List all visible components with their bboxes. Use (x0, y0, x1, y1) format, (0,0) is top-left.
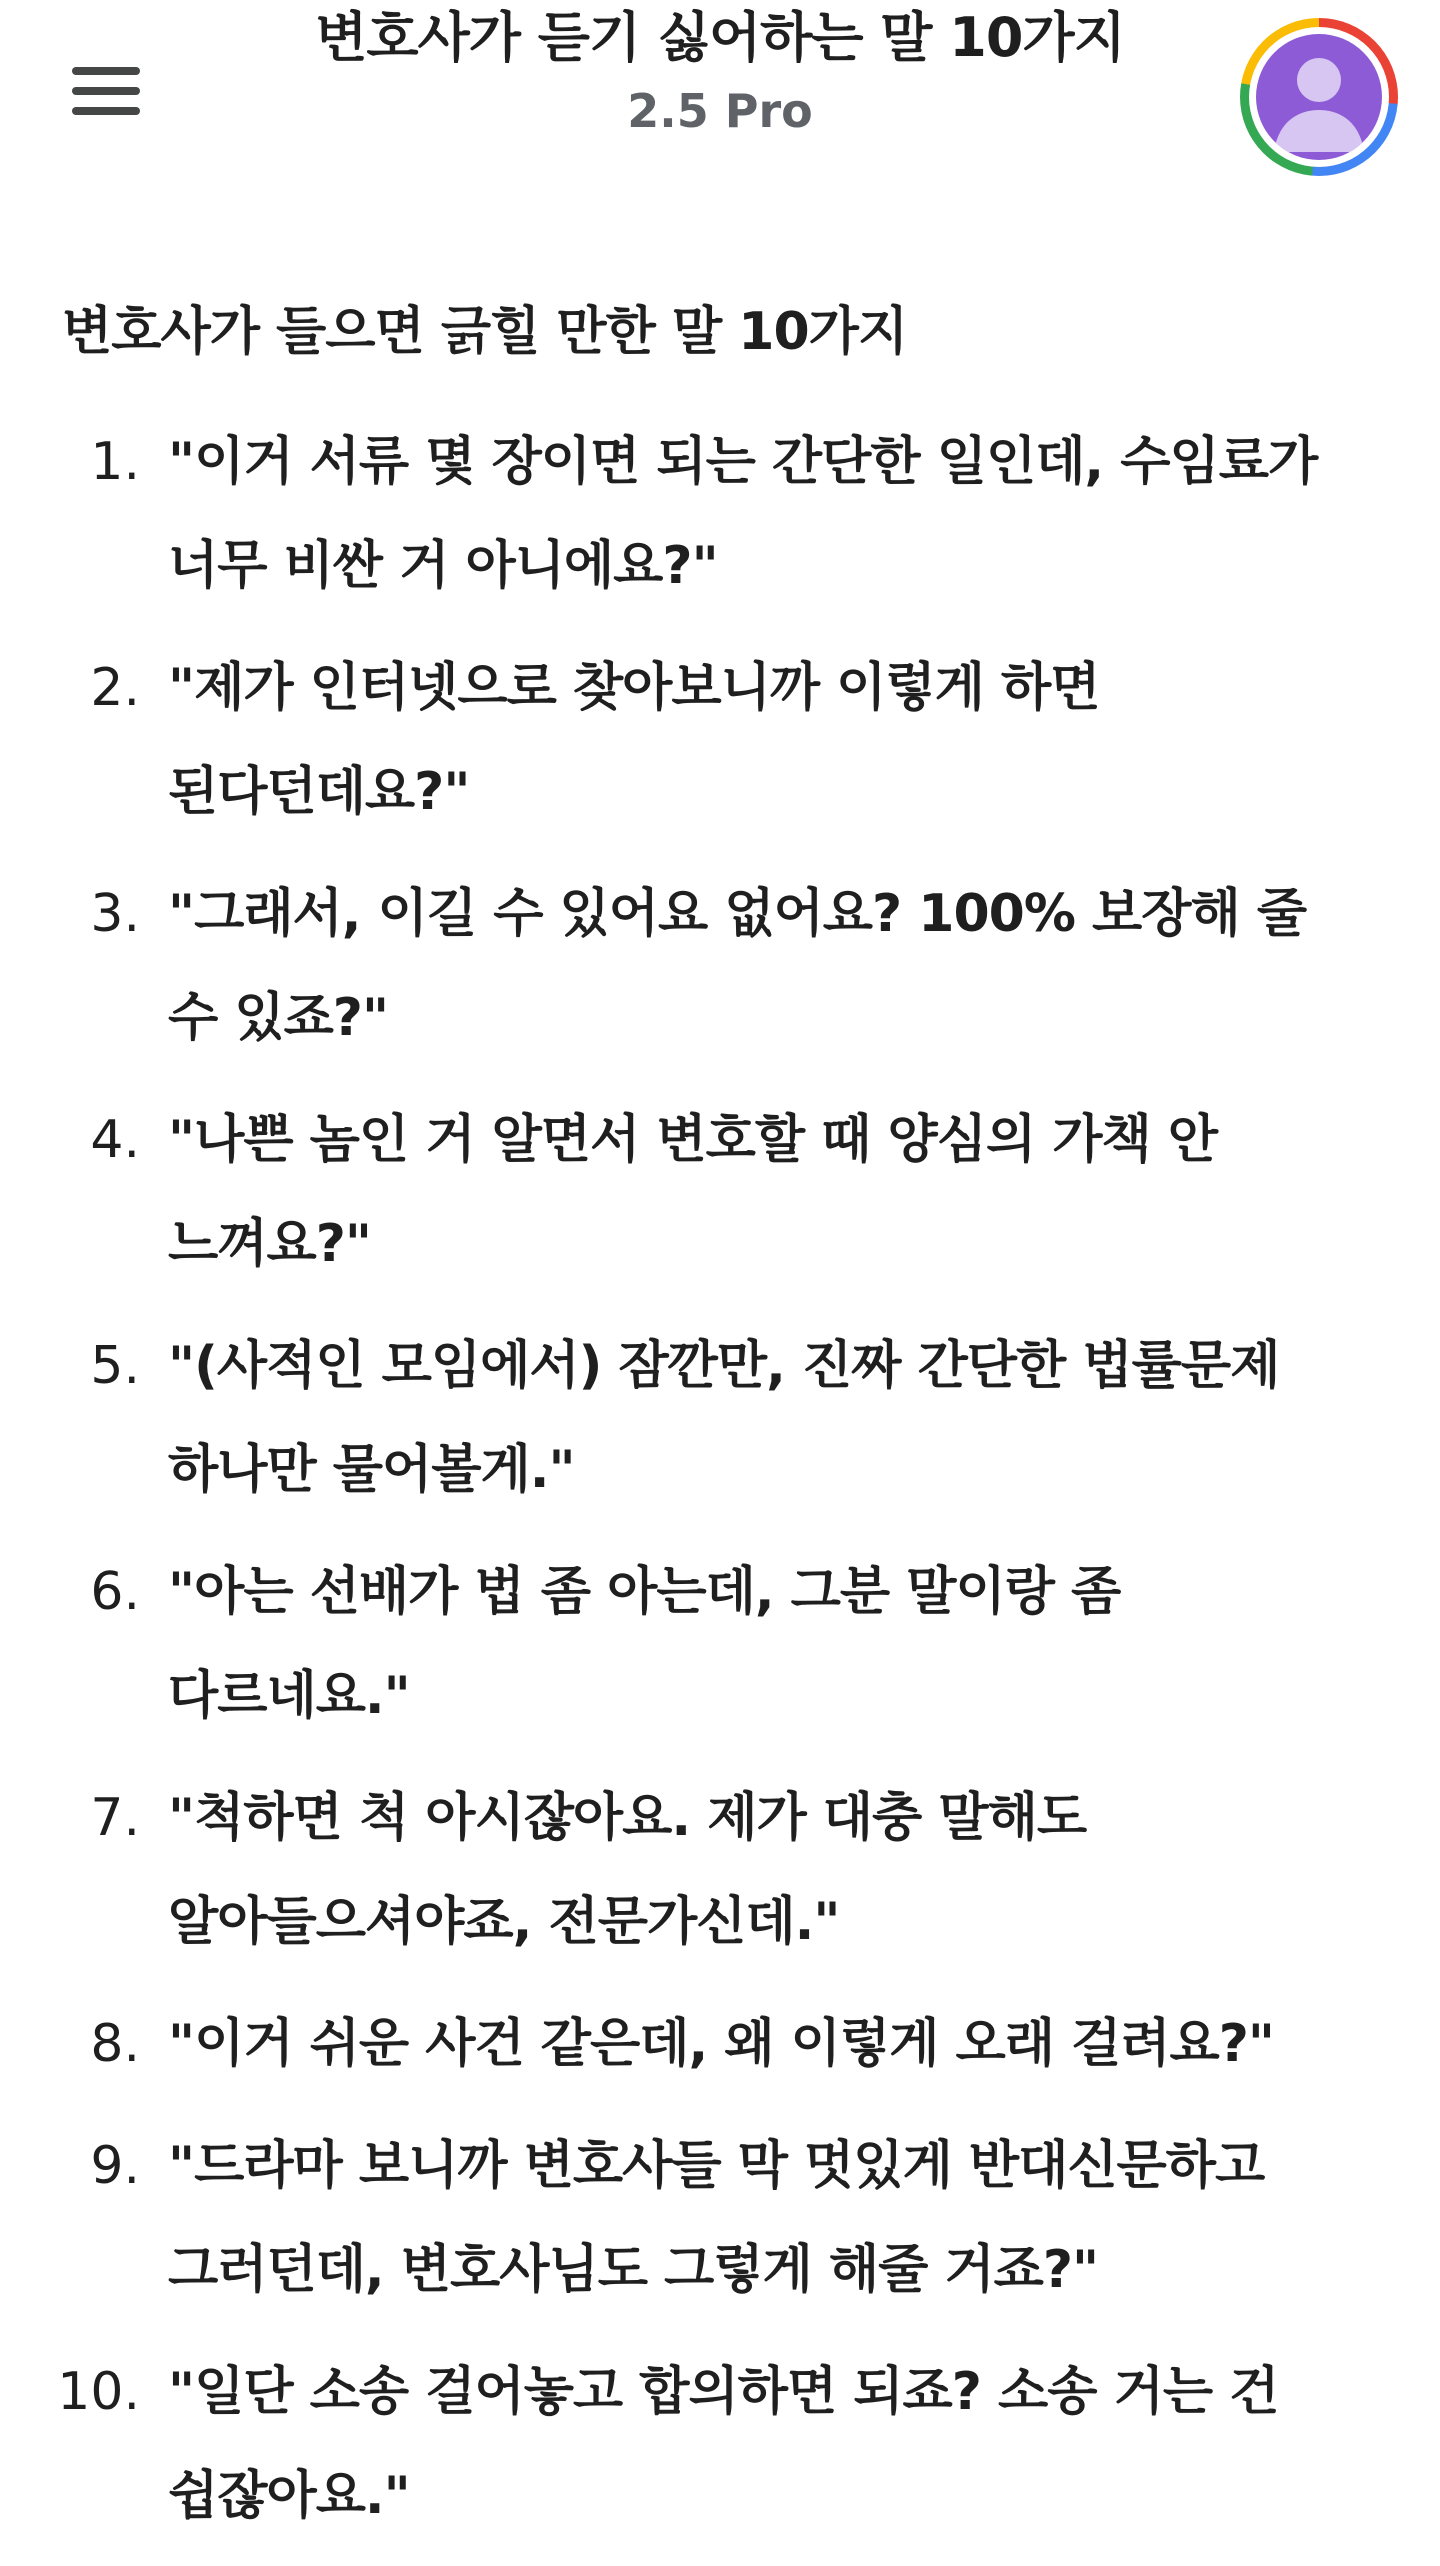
list-item-text: "이거 쉬운 사건 같은데, 왜 이렇게 오래 걸려요?" (168, 2014, 1275, 2074)
list-item-number: 2. (90, 658, 140, 718)
title-area (260, 0, 1180, 146)
list-item-number: 10. (57, 2362, 140, 2422)
list-item (0, 410, 1440, 636)
list-item-number: 8. (90, 2014, 140, 2074)
list-item-text: "드라마 보니까 변호사들 막 멋있게 반대신문하고 그러던데, 변호사님도 그렇게 해줄 거죠?" (168, 2136, 1265, 2300)
account-avatar-button[interactable] (1240, 18, 1398, 176)
list-item-text: "아는 선배가 법 좀 아는데, 그분 말이랑 좀 다르네요." (168, 1562, 1121, 1726)
model-selector[interactable]: 2.5 Pro (627, 84, 813, 138)
list-item (0, 2114, 1440, 2340)
list-item (0, 1088, 1440, 1314)
list-item (0, 2340, 1440, 2566)
list-item (0, 1766, 1440, 1992)
list-item-number: 7. (90, 1788, 140, 1848)
avatar-ring-gap (1249, 27, 1389, 167)
list-item (0, 862, 1440, 1088)
list-item-number: 5. (90, 1336, 140, 1396)
list-item (0, 1314, 1440, 1540)
list-item-text: "제가 인터넷으로 찾아보니까 이렇게 하면 된다던데요?" (168, 658, 1100, 822)
hamburger-menu-icon-bar (72, 107, 140, 115)
list-item (0, 1992, 1440, 2114)
list-item (0, 1540, 1440, 1766)
hamburger-menu-icon-bar (72, 87, 140, 95)
person-silhouette-icon (1256, 34, 1382, 160)
list-item-number: 4. (90, 1110, 140, 1170)
app-header (0, 0, 1440, 200)
list-item (0, 636, 1440, 862)
menu-button[interactable] (60, 55, 156, 135)
quote-list (0, 410, 1440, 2566)
hamburger-menu-icon (72, 67, 140, 75)
list-item-number: 9. (90, 2136, 140, 2196)
chat-title[interactable]: 변호사가 듣기 싫어하는 말 10가지 (315, 6, 1125, 69)
list-item-text: "그래서, 이길 수 있어요 없어요? 100% 보장해 줄 수 있죠?" (168, 884, 1307, 1048)
list-item-number: 1. (90, 432, 140, 492)
list-item-text: "(사적인 모임에서) 잠깐만, 진짜 간단한 법률문제 하나만 물어볼게." (168, 1336, 1280, 1500)
list-item-text: "나쁜 놈인 거 알면서 변호할 때 양심의 가책 안 느껴요?" (168, 1110, 1218, 1274)
list-item-text: "일단 소송 걸어놓고 합의하면 되죠? 소송 거는 건 쉽잖아요." (168, 2362, 1279, 2526)
list-item-number: 3. (90, 884, 140, 944)
list-item-number: 6. (90, 1562, 140, 1622)
list-item-text: "척하면 척 아시잖아요. 제가 대충 말해도 알아들으셔야죠, 전문가신데." (168, 1788, 1087, 1952)
list-item-text: "이거 서류 몇 장이면 되는 간단한 일인데, 수임료가 너무 비싼 거 아니에요?" (168, 432, 1318, 596)
response-heading: 변호사가 들으면 긁힐 만한 말 10가지 (62, 302, 908, 362)
user-avatar-icon (1256, 34, 1382, 160)
